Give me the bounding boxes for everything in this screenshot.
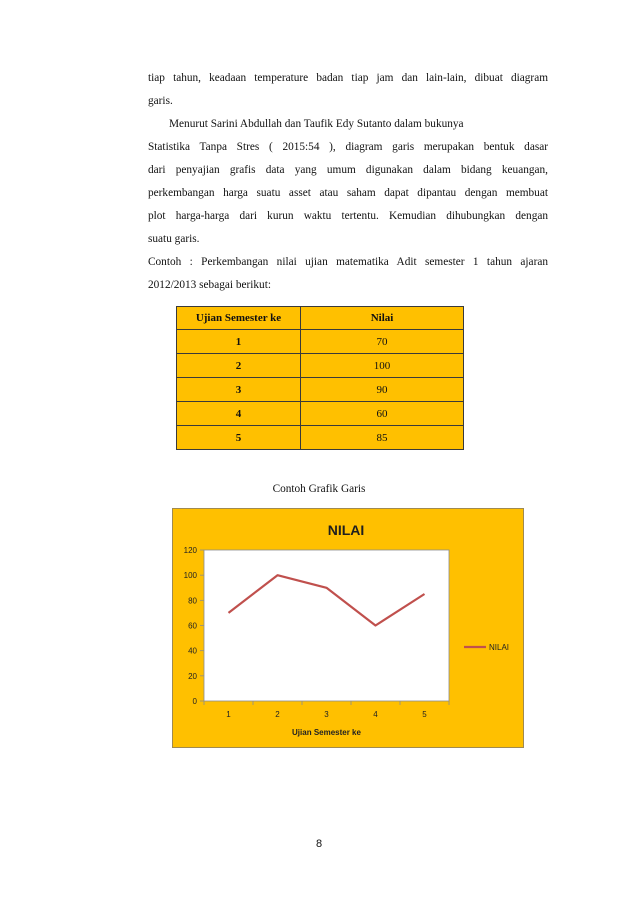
- y-tick-label: 120: [183, 546, 197, 555]
- y-tick-label: 40: [188, 646, 197, 656]
- score-table: [176, 306, 464, 450]
- text-line: 2012/2013 sebagai berikut:: [148, 279, 271, 291]
- page-number: 8: [315, 838, 323, 850]
- x-tick-label: 2: [275, 710, 280, 719]
- table-row: [177, 378, 464, 402]
- cell-score: 90: [301, 378, 464, 402]
- table-row: [177, 426, 464, 450]
- y-tick-label: 60: [188, 621, 197, 631]
- paragraph-definition: [148, 113, 548, 251]
- plot-area: [204, 550, 449, 701]
- x-tick-label: 1: [226, 710, 231, 719]
- text-line: plot harga-harga dari kurun waktu tertentu. Kemudian dihubungkan dengan: [148, 210, 548, 222]
- cell-score: 60: [301, 402, 464, 426]
- text-line: tiap tahun, keadaan temperature badan tiap jam dan lain-lain, dibuat diagram: [148, 72, 548, 84]
- paragraph-example: [148, 251, 548, 297]
- y-tick-label: 80: [188, 596, 197, 606]
- text-line: garis.: [148, 95, 173, 107]
- x-axis-label: Ujian Semester ke: [292, 728, 361, 737]
- table-row: [177, 330, 464, 354]
- header-score: Nilai: [301, 307, 464, 330]
- cell-score: 85: [301, 426, 464, 450]
- text-line: dari penyajian grafis data yang umum digunakan dalam bidang keuangan,: [148, 164, 548, 176]
- cell-exam: 1: [177, 330, 301, 354]
- y-tick-label: 100: [183, 571, 197, 581]
- table-header-row: [177, 307, 464, 330]
- x-tick-label: 4: [373, 710, 378, 719]
- text-line: Statistika Tanpa Stres ( 2015:54 ), diagram garis merupakan bentuk dasar: [148, 141, 548, 153]
- y-tick-label: 20: [188, 671, 197, 681]
- chart-caption: Contoh Grafik Garis: [272, 483, 366, 495]
- legend-label: NILAI: [489, 643, 510, 652]
- text-line: perkembangan harga suatu asset atau saham dapat dipantau dengan membuat: [148, 187, 548, 199]
- cell-exam: 3: [177, 378, 301, 402]
- chart-title: NILAI: [327, 522, 365, 538]
- text-line: suatu garis.: [148, 233, 200, 245]
- table-row: [177, 402, 464, 426]
- line-chart: [172, 508, 524, 748]
- cell-exam: 4: [177, 402, 301, 426]
- cell-exam: 2: [177, 354, 301, 378]
- x-tick-label: 5: [422, 710, 427, 719]
- header-exam: Ujian Semester ke: [177, 307, 301, 330]
- x-tick-label: 3: [324, 710, 329, 719]
- cell-score: 100: [301, 354, 464, 378]
- cell-exam: 5: [177, 426, 301, 450]
- cell-score: 70: [301, 330, 464, 354]
- y-tick-label: 0: [192, 697, 197, 706]
- text-line: Menurut Sarini Abdullah dan Taufik Edy Sutanto dalam bukunya: [169, 118, 464, 130]
- chart-canvas: [173, 509, 523, 747]
- paragraph-intro: [148, 67, 548, 113]
- text-line: Contoh : Perkembangan nilai ujian matematika Adit semester 1 tahun ajaran: [148, 256, 548, 268]
- table-row: [177, 354, 464, 378]
